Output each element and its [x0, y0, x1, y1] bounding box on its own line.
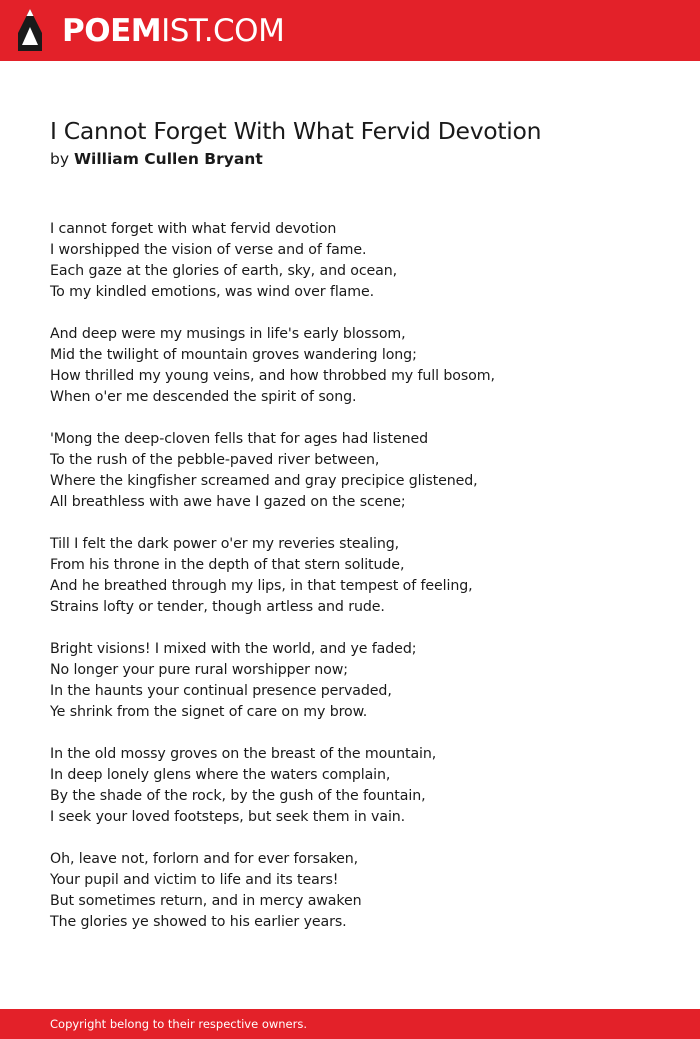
by-prefix: by [50, 150, 70, 168]
poem-line: All breathless with awe have I gazed on the scene; [50, 494, 406, 510]
stanza [50, 219, 670, 303]
poem-line: Your pupil and victim to life and its tears! [50, 872, 339, 888]
poem-line: And he breathed through my lips, in that tempest of feeling, [50, 578, 473, 594]
poem-line: How thrilled my young veins, and how throbbed my full bosom, [50, 368, 495, 384]
poem-line: Till I felt the dark power o'er my reveries stealing, [50, 536, 400, 552]
pencil-icon[interactable] [18, 9, 42, 51]
poem-line: Bright visions! I mixed with the world, and ye faded; [50, 641, 417, 657]
poem-line: Where the kingfisher screamed and gray precipice glistened, [50, 473, 478, 489]
poem-line: In the haunts your continual presence pervaded, [50, 683, 392, 699]
poem-line: Oh, leave not, forlorn and for ever forsaken, [50, 851, 359, 867]
brand-bold: POEM [62, 13, 162, 49]
poem-line: In the old mossy groves on the breast of the mountain, [50, 746, 437, 762]
poem-line: I worshipped the vision of verse and of fame. [50, 242, 367, 258]
poem-line: By the shade of the rock, by the gush of the fountain, [50, 788, 426, 804]
poem-line: The glories ye showed to his earlier years. [50, 914, 347, 930]
stanza [50, 534, 670, 618]
poem-line: To my kindled emotions, was wind over flame. [50, 284, 375, 300]
poem-title: I Cannot Forget With What Fervid Devotion [50, 117, 542, 145]
copyright-text: Copyright belong to their respective owners. [50, 1017, 308, 1031]
poem-line: To the rush of the pebble-paved river between, [50, 452, 380, 468]
stanza [50, 324, 670, 408]
poem-line: Ye shrink from the signet of care on my brow. [50, 704, 368, 720]
poem-line: Strains lofty or tender, though artless and rude. [50, 599, 385, 615]
poem-line: From his throne in the depth of that stern solitude, [50, 557, 405, 573]
stanza [50, 849, 670, 933]
stanza [50, 429, 670, 513]
byline [50, 148, 263, 170]
author-name: William Cullen Bryant [73, 150, 263, 168]
site-header [0, 0, 700, 61]
poem-line: I seek your loved footsteps, but seek them in vain. [50, 809, 406, 825]
site-footer [0, 1009, 700, 1039]
brand-light: IST.COM [161, 13, 285, 49]
poem-body [50, 219, 670, 954]
poem-line: In deep lonely glens where the waters complain, [50, 767, 391, 783]
poem-line: And deep were my musings in life's early blossom, [50, 326, 406, 342]
poem-line: But sometimes return, and in mercy awaken [50, 893, 362, 909]
stanza [50, 639, 670, 723]
poem-line: 'Mong the deep-cloven fells that for ages had listened [50, 431, 429, 447]
poem-line: When o'er me descended the spirit of song. [50, 389, 357, 405]
site-logo-text[interactable] [62, 13, 284, 49]
poem-line: Each gaze at the glories of earth, sky, and ocean, [50, 263, 398, 279]
stanza [50, 744, 670, 828]
poem-line: Mid the twilight of mountain groves wandering long; [50, 347, 417, 363]
poem-line: No longer your pure rural worshipper now; [50, 662, 348, 678]
poem-line: I cannot forget with what fervid devotion [50, 221, 337, 237]
